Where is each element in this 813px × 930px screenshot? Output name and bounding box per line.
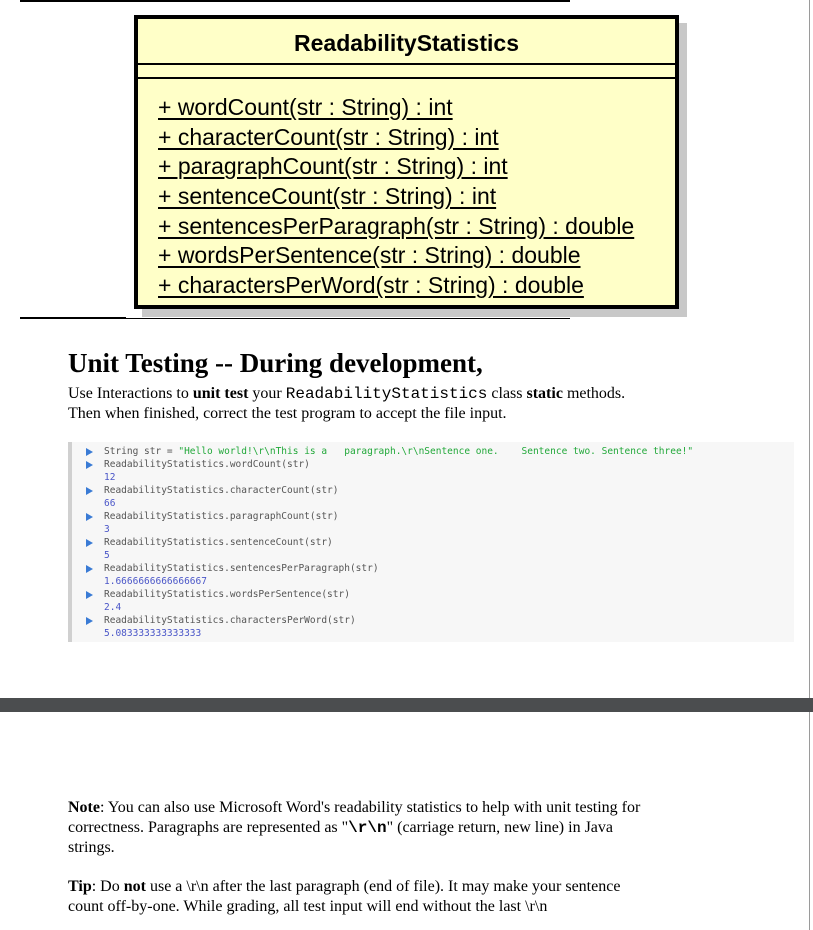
prompt-arrow-icon [86,591,93,599]
intro-text: your [248,385,286,402]
uml-method: + charactersPerWord(str : String) : double [158,272,584,299]
console-result: 12 [104,472,116,483]
uml-method: + sentenceCount(str : String) : int [158,183,497,210]
note-text: correctness. Paragraphs are represented as " [68,819,349,836]
page-break-band [0,698,813,712]
note-line-1 [68,798,640,818]
uml-method: + paragraphCount(str : String) : int [158,153,508,180]
intro-text: Use Interactions to [68,385,193,402]
tip-text: : Do [91,878,124,895]
note-text: " (carriage return, new line) in Java [386,819,613,836]
page-edge [809,708,810,930]
top-rule [20,0,570,2]
prompt-arrow-icon [86,448,93,456]
uml-method: + sentencesPerParagraph(str : String) : double [158,212,635,239]
uml-method: + wordCount(str : String) : int [158,94,453,120]
intro-bold: unit test [192,385,249,402]
console-string-literal: "Hello world!\r\nThis is a paragraph.\r\nSentence one. Sentence two. Sentence three!" [178,446,694,457]
prompt-arrow-icon [86,487,93,495]
prompt-arrow-icon [86,461,93,469]
console-result: 5.083333333333333 [104,628,202,639]
uml-method: + characterCount(str : String) : int [158,123,499,150]
section-heading: Unit Testing -- During development, [68,348,483,378]
tip-line-1 [68,877,620,897]
section-rule [20,317,126,319]
intro-line-1 [68,384,625,404]
console-command: ReadabilityStatistics.charactersPerWord(str) [104,615,356,626]
console-result: 1.6666666666666667 [104,576,207,587]
prompt-arrow-icon [86,539,93,547]
tip-line-2: count off-by-one. While grading, all test input will end without the last \r\n [68,898,548,915]
uml-method: + wordsPerSentence(str : String) : double [158,242,581,269]
uml-method-list [158,93,634,301]
console-command: ReadabilityStatistics.sentencesPerParagraph(str) [104,563,379,574]
console-command: String str = [104,446,179,457]
console-result: 66 [104,498,116,509]
uml-divider [138,77,675,79]
console-command: ReadabilityStatistics.paragraphCount(str) [104,511,339,522]
console-command: ReadabilityStatistics.wordsPerSentence(str) [104,589,350,600]
intro-text: class [487,385,527,402]
note-line-3: strings. [68,839,115,856]
console-declaration [104,446,693,458]
note-code: \r\n [348,819,387,837]
prompt-arrow-icon [86,565,93,573]
intro-bold: static [526,385,563,402]
intro-text: methods. [562,385,626,402]
interactions-console [68,442,794,642]
note-text: : You can also use Microsoft Word's readability statistics to help with unit testing for [99,799,641,816]
intro-line-2: Then when finished, correct the test program to accept the file input. [68,405,507,422]
prompt-arrow-icon [86,617,93,625]
uml-class-name: ReadabilityStatistics [294,30,519,56]
tip-bold: not [123,878,146,895]
console-result: 3 [104,524,110,535]
console-command: ReadabilityStatistics.wordCount(str) [104,459,310,470]
page-edge [809,0,810,700]
section-rule [126,318,570,319]
console-result: 2.4 [104,602,122,613]
intro-code: ReadabilityStatistics [285,385,488,403]
tip-text: use a \r\n after the last paragraph (end of file). It may make your sentence [145,878,621,895]
uml-class-box [134,15,679,309]
note-label: Note [68,799,100,816]
console-result: 5 [104,550,110,561]
prompt-arrow-icon [86,513,93,521]
uml-divider [138,63,675,65]
console-command: ReadabilityStatistics.sentenceCount(str) [104,537,333,548]
console-command: ReadabilityStatistics.characterCount(str) [104,485,339,496]
note-line-2 [68,818,613,838]
tip-label: Tip [68,878,92,895]
